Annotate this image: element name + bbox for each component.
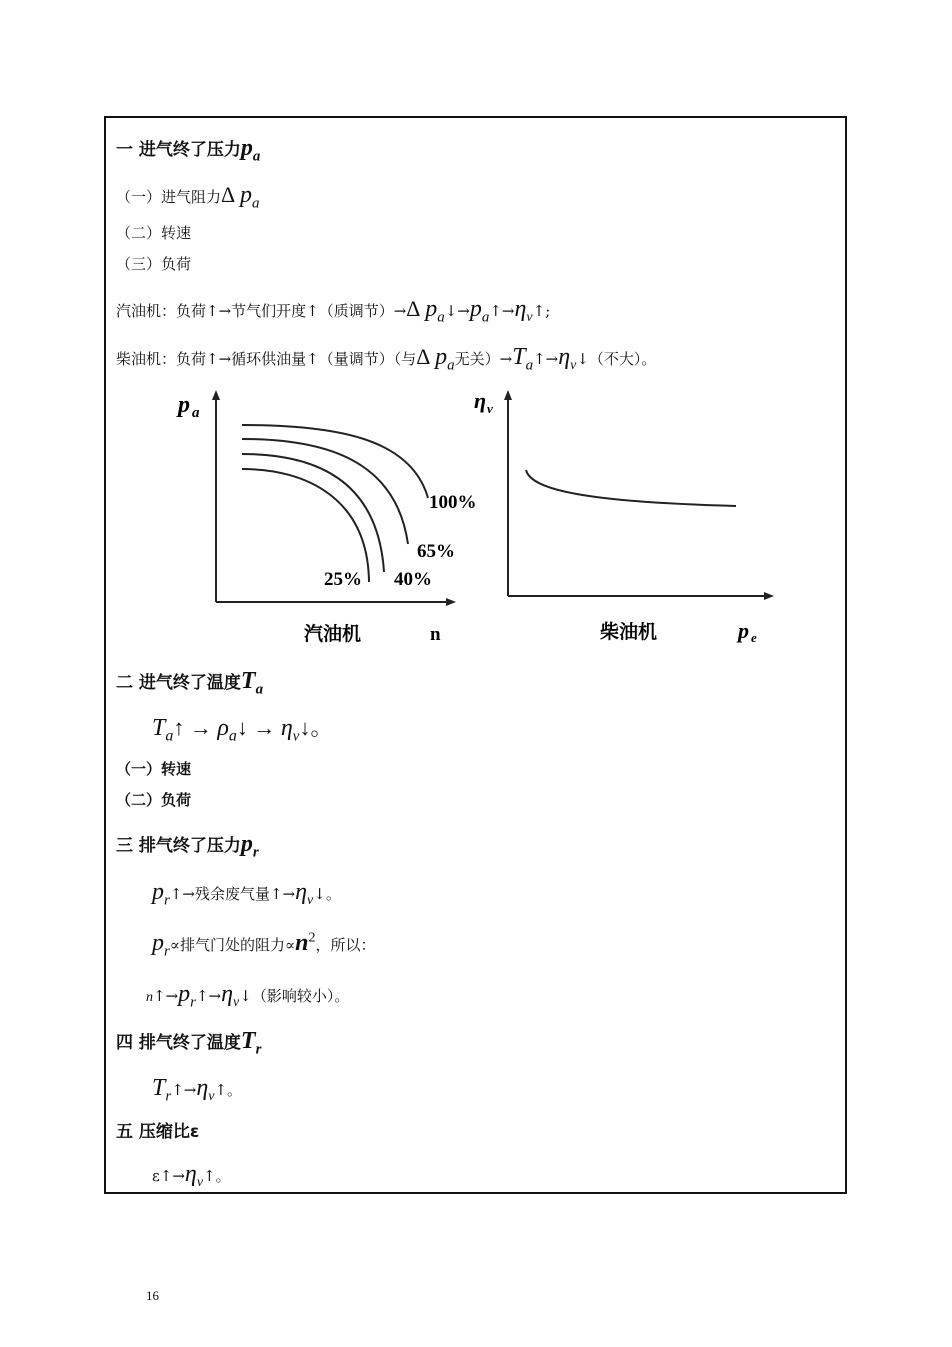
diesel-panel <box>474 388 774 645</box>
t-symbol: T <box>152 715 166 741</box>
label-65: 65% <box>417 541 455 562</box>
gas-text: 汽油机：负荷↑→节气们开度↑（质调节）→ <box>116 302 407 320</box>
diesel-text: 无关）→ <box>454 350 513 368</box>
arrow-text: ↑→ <box>171 1081 197 1099</box>
arrow-text: ↓。 <box>299 715 333 740</box>
label-40: 40% <box>394 569 432 590</box>
section1-sub1 <box>116 183 259 211</box>
rho-subscript: a <box>228 727 237 745</box>
section5-heading: 五 压缩比ε <box>116 1122 200 1142</box>
section1-heading <box>116 136 260 164</box>
heading-symbol: p <box>240 831 253 857</box>
arrow-text: ↑ → <box>173 715 218 740</box>
p-symbol: p <box>239 182 252 208</box>
arrow-text: ↑→ <box>489 302 515 320</box>
p-subscript: a <box>251 195 260 212</box>
section3-line3 <box>146 982 349 1010</box>
diesel-engine-line <box>116 345 656 373</box>
label-25: 25% <box>324 569 362 590</box>
t-symbol: T <box>512 344 526 370</box>
section3-line1 <box>152 880 341 908</box>
right-x-arrow <box>764 592 774 600</box>
section4-heading <box>116 1029 261 1057</box>
p-symbol: p <box>178 981 191 1007</box>
section2-formula <box>152 716 332 745</box>
p-subscript: a <box>447 357 455 374</box>
section2-sub2: （二）负荷 <box>116 791 192 809</box>
p-subscript: a <box>481 309 490 326</box>
sub1-label: （一）进气阻力 <box>116 188 222 206</box>
arrow-text: ε↑→ <box>152 1167 185 1185</box>
gasoline-panel <box>176 390 477 645</box>
line-text: ∝排气门处的阻力∝ <box>169 936 296 954</box>
eta-symbol: η <box>514 296 527 322</box>
diesel-text: ↓（不大）。 <box>576 350 657 368</box>
eta-symbol: η <box>184 1161 197 1187</box>
line-text: ↓。 <box>313 885 341 903</box>
right-ylabel: η <box>474 388 487 413</box>
p-symbol: p <box>469 296 482 322</box>
heading-symbol: T <box>240 1028 256 1054</box>
section1-sub3: （三）负荷 <box>116 255 192 273</box>
eta-symbol: η <box>280 715 293 741</box>
p-symbol: p <box>425 296 438 322</box>
eta-subscript: v <box>196 1174 204 1190</box>
heading-text: 一 进气终了压力 <box>116 140 241 160</box>
delta-symbol: Δ <box>416 344 431 369</box>
t-subscript: a <box>525 357 534 374</box>
left-xlabel: n <box>430 624 441 645</box>
eta-subscript: v <box>526 309 533 325</box>
n-superscript: 2 <box>308 930 316 946</box>
t-symbol: T <box>152 1075 166 1101</box>
heading-text: 四 排气终了温度 <box>116 1033 241 1053</box>
eta-symbol: η <box>221 981 234 1007</box>
left-ylabel-sub: a <box>192 405 200 421</box>
eta-subscript: v <box>307 892 314 908</box>
delta-symbol: Δ <box>221 182 236 207</box>
page-number: 16 <box>146 1288 159 1303</box>
n-symbol: n <box>295 930 309 956</box>
line-text: ↑→残余废气量↑→ <box>169 885 296 903</box>
section3-line2 <box>152 931 376 959</box>
eta-symbol: η <box>196 1075 209 1101</box>
right-xlabel: p <box>738 618 749 643</box>
curve-40 <box>242 454 384 572</box>
section4-formula <box>152 1076 242 1104</box>
t-subscript: r <box>165 1088 172 1105</box>
right-y-arrow <box>504 390 512 400</box>
p-subscript: r <box>164 943 170 960</box>
eta-subscript: v <box>233 994 240 1010</box>
section1-sub2: （二）转速 <box>116 224 192 242</box>
right-ylabel-sub: v <box>487 401 493 416</box>
t-subscript: a <box>165 727 174 745</box>
left-x-arrow <box>446 598 456 606</box>
eta-symbol: η <box>558 344 571 370</box>
line-text: ↓（影响较小）。 <box>239 987 350 1005</box>
left-caption: 汽油机 <box>304 623 362 645</box>
eta-subscript: v <box>570 357 577 373</box>
section3-heading <box>116 832 259 860</box>
arrow-text: ↑。 <box>203 1167 231 1185</box>
eta-symbol: η <box>295 879 308 905</box>
left-y-arrow <box>212 390 220 400</box>
arrow-text: ↑; <box>532 302 551 320</box>
n-symbol: n <box>146 990 153 1005</box>
left-ylabel: p <box>178 392 190 418</box>
right-caption: 柴油机 <box>600 621 658 643</box>
eta-subscript: v <box>208 1088 215 1104</box>
heading-symbol: T <box>240 668 256 694</box>
arrow-text: ↓ → <box>236 715 281 740</box>
rho-symbol: ρ <box>217 715 229 741</box>
p-subscript: r <box>190 994 196 1011</box>
gasoline-engine-line <box>116 297 550 325</box>
p-symbol: p <box>435 344 448 370</box>
arrow-text: ↑。 <box>214 1081 243 1099</box>
heading-symbol: p <box>240 135 253 161</box>
section2-heading <box>116 669 263 697</box>
diesel-text: 柴油机：负荷↑→循环供油量↑（量调节）（与 <box>116 350 417 368</box>
characteristic-figure <box>106 380 845 660</box>
eta-subscript: v <box>292 728 300 745</box>
arrow-text: ↑→ <box>195 987 222 1005</box>
p-subscript: a <box>437 309 445 326</box>
arrow-text: ↑→ <box>533 350 559 368</box>
section2-sub1: （一）转速 <box>116 760 192 778</box>
delta-symbol: Δ <box>406 296 421 321</box>
content-frame <box>104 116 847 1194</box>
right-xlabel-sub: e <box>751 630 757 645</box>
section5-formula <box>152 1162 231 1190</box>
arrow-text: ↑→ <box>153 987 179 1005</box>
diesel-curve <box>526 470 736 506</box>
p-symbol: p <box>152 930 164 956</box>
label-100: 100% <box>429 492 477 513</box>
heading-text: 三 排气终了压力 <box>116 836 241 856</box>
heading-text: 二 进气终了温度 <box>116 673 241 693</box>
heading-subscript: a <box>252 148 261 165</box>
p-subscript: r <box>164 892 170 909</box>
heading-subscript: r <box>252 844 259 861</box>
heading-subscript: r <box>255 1041 262 1058</box>
heading-subscript: a <box>255 681 264 698</box>
line-text: ，所以： <box>315 936 376 954</box>
arrow-text: ↓→ <box>444 302 470 320</box>
curve-25 <box>242 469 369 582</box>
curve-100 <box>242 425 428 498</box>
p-symbol: p <box>152 879 164 905</box>
